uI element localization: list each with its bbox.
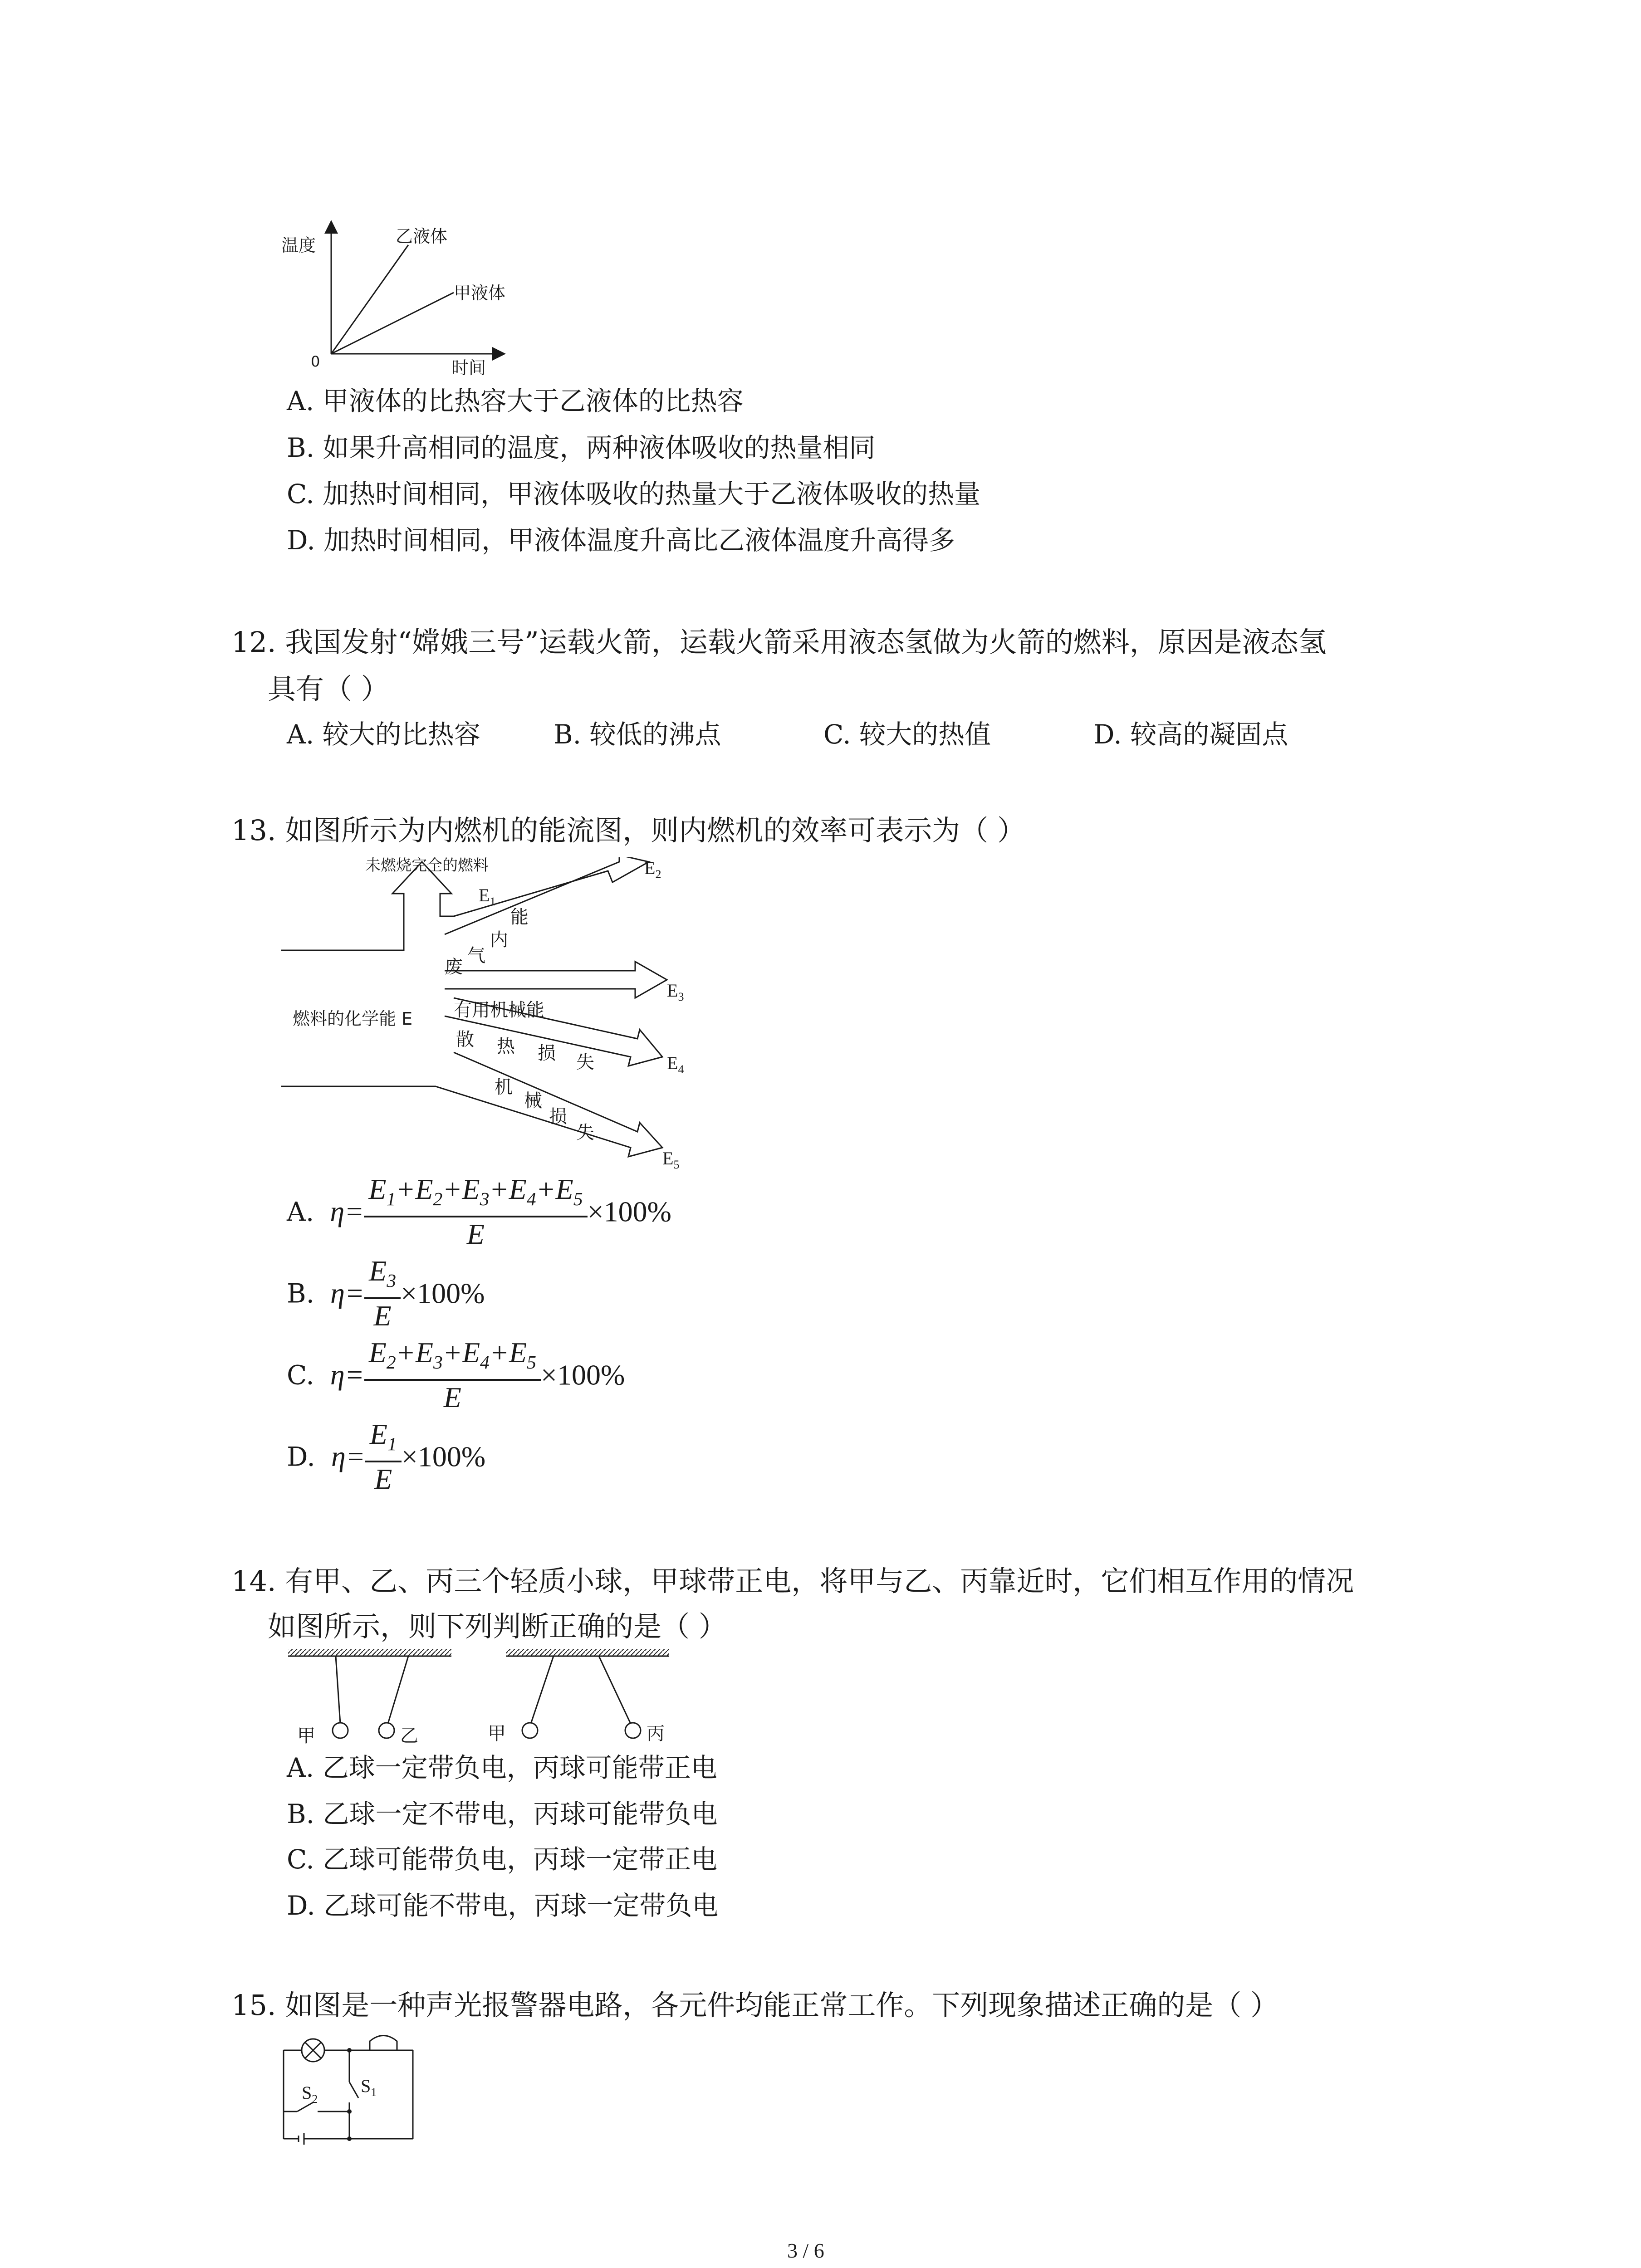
ceiling-left [288, 1649, 451, 1656]
ball-yi [379, 1723, 394, 1738]
exhaust-char-3: 气 [467, 945, 485, 966]
fuel-energy-label: 燃料的化学能 E [293, 1009, 413, 1029]
line-jia [331, 293, 454, 354]
q13-option-b: B. η= $\frac{E_3}{E}$ ×100% [287, 1255, 485, 1332]
q13-energy-flow-diagram [281, 857, 735, 1175]
q11-x-label: 时间 [451, 358, 486, 378]
q11-option-c: C. 加热时间相同，甲液体吸收的热量大于乙液体吸收的热量 [287, 479, 981, 509]
label-yi: 乙 [400, 1725, 418, 1746]
q13-a-numerator: $E_1+E_2+E_3+E_4+E_5$ [364, 1173, 587, 1217]
mech-loss-char-1: 机 [495, 1077, 513, 1098]
heat-loss-char-2: 热 [497, 1036, 515, 1057]
q11-option-b: B. 如果升高相同的温度，两种液体吸收的热量相同 [287, 432, 876, 463]
mechanical-loss-arrow [281, 1052, 662, 1157]
bell-icon [370, 2036, 397, 2051]
q12-option-c: C. 较大的热值 [823, 719, 991, 750]
q12-stem-line2: 具有（ ） [268, 672, 389, 705]
q14-stem-line2: 如图所示，则下列判断正确的是（ ） [268, 1610, 727, 1643]
q11-option-d: D. 加热时间相同，甲液体温度升高比乙液体温度升高得多 [287, 525, 955, 556]
exhaust-char-1: 能 [510, 907, 529, 928]
q12-stem-line1: 12. 我国发射“嫦娥三号”运载火箭，运载火箭采用液态氢做为火箭的燃料，原因是液态氢 [231, 626, 1327, 659]
unburned-fuel-label: 未燃烧完全的燃料 [365, 856, 489, 875]
ball-jia-left [333, 1723, 348, 1738]
exhaust-char-2: 内 [490, 929, 508, 950]
label-jia-right: 甲 [488, 1723, 506, 1744]
q13-d-numerator: $E_1$ [365, 1418, 402, 1462]
q15-circuit-diagram [277, 2028, 426, 2150]
useful-energy-arrow [445, 962, 667, 998]
label-bing: 丙 [647, 1723, 665, 1744]
q11-line-yi-label: 乙液体 [396, 226, 448, 246]
q12-option-d: D. 较高的凝固点 [1093, 719, 1288, 750]
circuit-svg [277, 2028, 426, 2150]
q14-option-b: B. 乙球一定不带电，丙球可能带负电 [287, 1799, 718, 1829]
q15-stem: 15. 如图是一种声光报警器电路，各元件均能正常工作。下列现象描述正确的是（ ） [231, 1989, 1279, 2022]
mech-loss-char-3: 损 [549, 1106, 567, 1127]
switch-s1 [349, 2082, 358, 2098]
unburned-fuel-arrow [281, 862, 454, 950]
q11-origin: 0 [311, 353, 320, 370]
heat-loss-char-1: 散 [456, 1029, 474, 1050]
s2-label: $S_2$ [302, 2082, 318, 2106]
e4-label: $E_4$ [667, 1053, 684, 1076]
q13-option-d: D. η= $\frac{E_1}{E}$ ×100% [287, 1418, 486, 1495]
q11-graph [272, 218, 526, 381]
q13-b-numerator: $E_3$ [364, 1254, 401, 1299]
e1-label: $E_1$ [479, 885, 496, 908]
q12-option-b: B. 较低的沸点 [554, 719, 721, 750]
q13-stem: 13. 如图所示为内燃机的能流图，则内燃机的效率可表示为（ ） [231, 814, 1026, 847]
q14-option-d: D. 乙球可能不带电，丙球一定带负电 [287, 1890, 719, 1921]
q14-balls-diagram [281, 1647, 735, 1751]
q11-option-a: A. 甲液体的比热容大于乙液体的比热容 [287, 386, 744, 416]
label-jia-left: 甲 [297, 1725, 315, 1746]
e2-label: $E_2$ [644, 858, 661, 881]
s1-label: $S_1$ [361, 2076, 377, 2099]
q13-option-c: C. η= $\frac{E_2+E_3+E_4+E_5}{E}$ ×100% [287, 1336, 625, 1413]
exhaust-char-4: 废 [445, 957, 463, 978]
ball-bing [625, 1723, 641, 1738]
q11-y-label: 温度 [281, 235, 316, 255]
q14-option-a: A. 乙球一定带负电，丙球可能带正电 [287, 1752, 717, 1783]
heat-loss-char-4: 失 [576, 1052, 594, 1073]
ball-jia-right [522, 1723, 538, 1738]
ceiling-right [506, 1649, 669, 1656]
heat-loss-char-3: 损 [538, 1043, 556, 1064]
e3-label: $E_3$ [667, 980, 684, 1003]
q14-option-c: C. 乙球可能带负电，丙球一定带正电 [287, 1844, 718, 1875]
mech-loss-char-4: 失 [576, 1122, 594, 1143]
q13-c-numerator: $E_2+E_3+E_4+E_5$ [364, 1336, 541, 1381]
q12-option-a: A. 较大的比热容 [287, 719, 480, 750]
page-number: 3 / 6 [787, 2239, 824, 2262]
mech-loss-char-2: 械 [524, 1090, 542, 1111]
useful-energy-label: 有用机械能 [454, 1000, 544, 1021]
q11-line-jia-label: 甲液体 [454, 283, 506, 303]
e5-label: $E_5$ [662, 1148, 680, 1171]
q13-option-a: A. η= $\frac{E_1+E_2+E_3+E_4+E_5}{E}$ ×100% [287, 1173, 671, 1250]
line-yi [331, 245, 408, 354]
q14-stem-line1: 14. 有甲、乙、丙三个轻质小球，甲球带正电，将甲与乙、丙靠近时，它们相互作用的情况 [231, 1564, 1354, 1598]
balls-svg [281, 1647, 735, 1751]
